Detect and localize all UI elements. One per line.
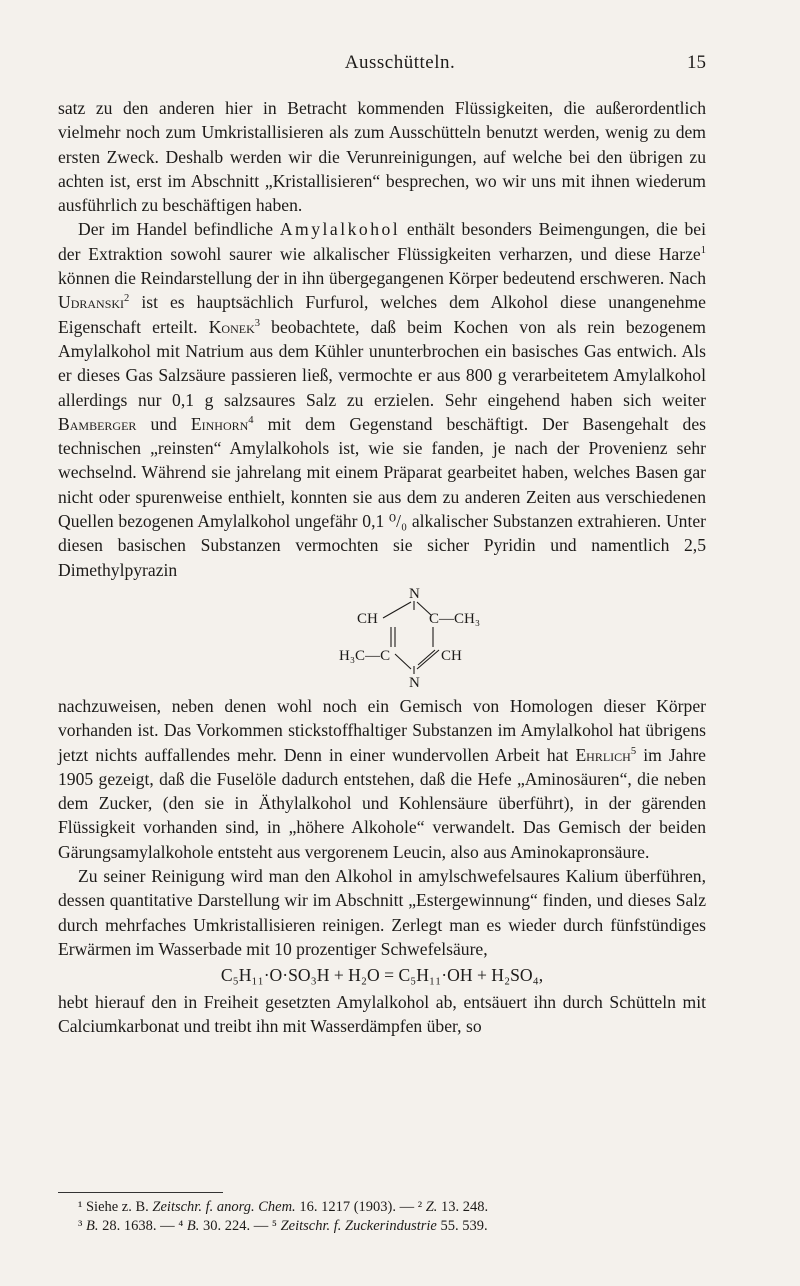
- paragraph-purification: [58, 864, 706, 961]
- text-span: können die Reindarstellung der in ihn übergegangenen Körper bedeutend erschweren. Nach: [58, 268, 706, 289]
- text-span: hebt hierauf den in Freiheit gesetzten Amylalkohol ab, entsäuert ihn durch Schütteln mit Calciumkarbonat und treibt ihn mit Wasserdämpfen über, so: [58, 991, 706, 1036]
- author-ehrlich: Ehrlich: [575, 744, 631, 765]
- main-text: [58, 96, 706, 1038]
- text-span: ist es hauptsächlich Furfurol, welches dem Alkohol diese unangenehme Eigenschaft erteilt.: [58, 292, 706, 337]
- text-span: und: [150, 413, 177, 434]
- paragraph-continuation: [58, 96, 706, 217]
- footnote-ref-3: 3: [254, 317, 261, 329]
- structure-group-h3c-c: H₃C—C: [339, 647, 391, 664]
- chemical-equation: C₅H₁₁·O·SO₃H + H₂O = C₅H₁₁·OH + H₂SO₄,: [220, 965, 544, 986]
- text-span: beobachtete, daß beim Kochen von als rein bezogenem Amylalkohol mit Natrium aus dem Kühler ununterbrochen ein basisches Gas entwich. Als er dieses Gas Salzsäure passieren ließ, vermochte er aus 800 g verarbeitetem Amylalkohol allerdings nur 0,1 g salzsaures Salz zu erzielen. Sehr eingehend haben sich weiter: [58, 316, 706, 410]
- text-span: im Jahre 1905 gezeigt, daß die Fuselöle dadurch entstehen, daß die Hefe „Aminosäuren“, die neben dem Zucker, (den sie in Äthylalkohol und Kohlensäure überführt), in der gärenden Flüssigkeit vorhanden sind, in „höhere Alkohole“ verwandelt. Das Gemisch der beiden Gärungsamylalkohole entsteht aus vergorenem Leucin, also aus Aminokapronsäure.: [58, 744, 706, 862]
- footnote-ref-5: 5: [630, 745, 637, 757]
- text-span: satz zu den anderen hier in Betracht kommenden Flüssigkeiten, die außerordentlich vielmehr noch zum Umkristallisieren als zum Ausschütteln benutzt werden, wenig zu dem ersten Zweck. Deshalb werden wir die Verunreinigungen, auf welche bei den übrigen zu achten ist, erst im Abschnitt „Kristallisieren“ besprechen, wo wir uns mit ihnen wiederum ausführlich zu beschäftigen haben.: [58, 98, 706, 216]
- structure-atom-n-bottom: N: [409, 674, 420, 691]
- footnote-text: ³: [78, 1218, 86, 1234]
- text-span: Der im Handel befindliche: [78, 219, 274, 240]
- footnote-divider: [58, 1192, 223, 1193]
- emphasis-amylalkohol: Amylalkohol: [279, 219, 401, 240]
- author-udranski: Udranski: [58, 292, 125, 313]
- footnote-journal: B.: [85, 1218, 99, 1234]
- text-span: alkalischer Substanzen extrahieren. Unter diesen basischen Substanzen vermochten sie sicher Pyridin und namentlich 2,5 Dimethylpyrazin: [58, 511, 706, 580]
- paragraph-after-equation: [58, 990, 706, 1039]
- footnote-text: 30. 224. — ⁵: [203, 1218, 281, 1234]
- footnote-text: 28. 1638. — ⁴: [102, 1218, 187, 1234]
- footnote-ref-2: 2: [124, 293, 130, 305]
- structure-group-ch-left: CH: [357, 610, 378, 627]
- author-bamberger: Bamberger: [58, 413, 137, 434]
- footnote-journal: Zeitschr. f. anorg. Chem.: [152, 1199, 296, 1215]
- footnote-journal: Z.: [425, 1199, 438, 1215]
- text-span: Zu seiner Reinigung wird man den Alkohol in amylschwefelsaures Kalium überführen, dessen quantitative Darstellung wir im Abschnitt „Estergewinnung“ finden, und dieses Salz durch mehrfaches Umkristallisieren reinigen. Zerlegt man es wieder durch fünfstündiges Erwärmen im Wasserbade mit 10 prozentiger Schwefelsäure,: [58, 866, 706, 959]
- footnote-ref-1: 1: [700, 244, 706, 256]
- page-number: 15: [687, 52, 706, 73]
- text-span: enthält besonders Beimengungen, die bei der Extraktion sowohl saurer wie alkalischer Flüssigkeiten verharzen, und diese Harze: [58, 219, 706, 264]
- footnote-text: 13. 248.: [441, 1199, 489, 1215]
- structure-group-c-ch3: C—CH₃: [429, 610, 481, 627]
- permille-sign: ⁰/₀: [389, 511, 408, 532]
- footnote-text: ¹ Siehe z. B.: [78, 1199, 149, 1215]
- author-einhorn: Einhorn: [190, 413, 249, 434]
- footnote-ref-4: 4: [248, 415, 254, 426]
- author-konek: Konek: [208, 316, 255, 337]
- paragraph-amylalkohol: [58, 217, 706, 581]
- footnote-text: 16. 1217 (1903). — ²: [299, 1199, 426, 1215]
- footnote-line-1: [58, 1198, 706, 1217]
- dimethylpyrazine-structure: [323, 584, 513, 692]
- running-title: Ausschütteln.: [344, 52, 456, 73]
- footnote-journal: Zeitschr. f. Zuckerindustrie: [280, 1218, 437, 1234]
- text-span: mit dem Gegenstand beschäftigt. Der Basengehalt des technischen „reinsten“ Amylalkohols ist, wie sie fanden, je nach der Provenienz sehr wechselnd. Während sie jahrelang mit einem Präparat gearbeitet haben, welches Basen gar nicht oder spurenweise enthielt, konnten sie aus dem zu anderen Zeiten aus verschiedenen Quellen bezogenen Amylalkohol ungefähr 0,1: [58, 413, 706, 532]
- footnote-text: 55. 539.: [440, 1218, 488, 1234]
- footnotes: [58, 1198, 706, 1236]
- structure-group-ch-right: CH: [441, 647, 462, 664]
- structure-atom-n-top: N: [409, 585, 420, 602]
- text-span: nachzuweisen, neben denen wohl noch ein Gemisch von Homologen dieser Körper vorhanden ist. Das Vorkommen stickstoffhaltiger Substanzen im Amylalkohol hat übrigens jetzt nichts auffallendes mehr. Denn in einer wundervollen Arbeit hat: [58, 695, 706, 765]
- footnote-line-2: [58, 1217, 706, 1236]
- paragraph-after-structure: [58, 694, 706, 864]
- footnote-journal: B.: [186, 1218, 200, 1234]
